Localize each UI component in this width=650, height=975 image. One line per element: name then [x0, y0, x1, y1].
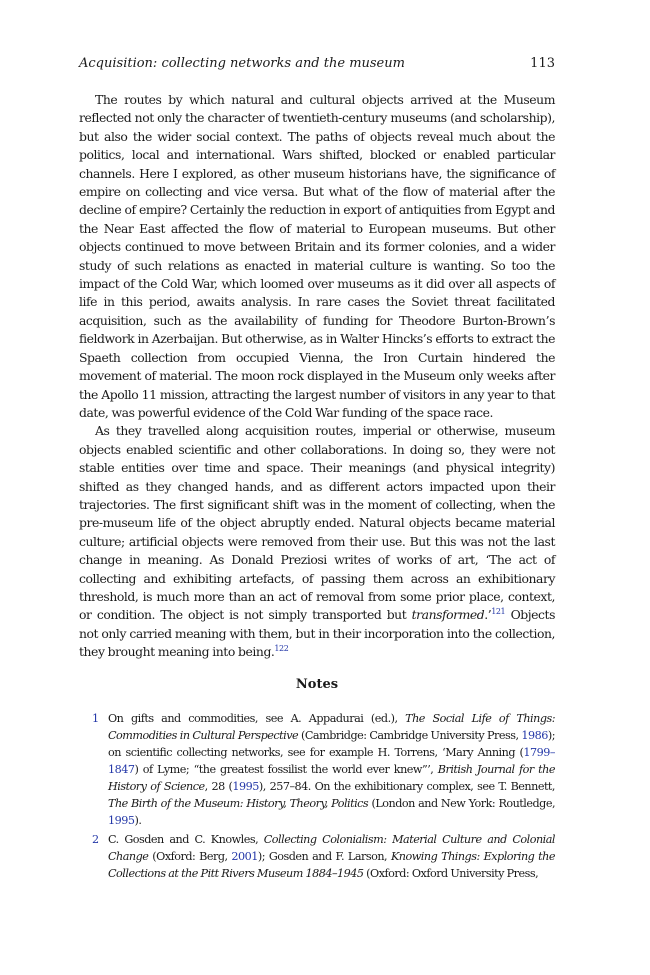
- note-title: Collecting Colonialism: Material Culture and Colonial Change: [108, 833, 555, 863]
- note-year-link[interactable]: 1995: [108, 814, 135, 827]
- note-text: , 28 (: [204, 780, 233, 793]
- note-1: [79, 710, 555, 829]
- note-text: ); Gosden and F. Larson,: [257, 850, 391, 863]
- note-title: The Birth of the Museum: History, Theory, Politics: [108, 797, 369, 810]
- note-text: On gifts and commodities, see A. Appadurai (ed.),: [108, 712, 406, 725]
- note-2: [79, 831, 555, 882]
- note-year-link[interactable]: 1799–1847: [108, 746, 555, 776]
- note-title: Knowing Things: Exploring the Collections at the Pitt Rivers Museum 1884–1945: [108, 850, 555, 880]
- running-head-title: Acquisition: collecting networks and the museum: [79, 56, 405, 71]
- note-text: C. Gosden and C. Knowles,: [108, 833, 264, 846]
- note-year-link[interactable]: 1995: [232, 780, 259, 793]
- note-year-link[interactable]: 1986: [521, 729, 548, 742]
- note-text: (London and New York: Routledge,: [368, 797, 555, 810]
- note-text: ); on scientific collecting networks, see for example H. Torrens, ‘Mary Anning (: [108, 729, 555, 759]
- note-text: (Cambridge: Cambridge University Press,: [298, 729, 522, 742]
- note-number[interactable]: 1: [92, 712, 99, 725]
- note-title: The Social Life of Things: Commodities in Cultural Perspective: [108, 712, 556, 742]
- paragraph-2-text-b: .’: [484, 607, 492, 623]
- paragraph-2: [79, 422, 555, 661]
- note-title: British Journal for the History of Science: [108, 763, 555, 793]
- emphasis-transformed: transformed: [411, 607, 485, 623]
- running-head: [79, 55, 555, 73]
- footnote-ref-122[interactable]: 122: [274, 644, 289, 654]
- paragraph-2-text-a: As they travelled along acquisition routes, imperial or otherwise, museum objects enabled scientific and other collaborations. In doing so, they were not stable entities over time and space. Their meanings (and physical integrity) shifted as they changed hands, and as different actors impacted upon their trajectories. The first significant shift was in the moment of collecting, when the pre-museum life of the object abruptly ended. Natural objects became material culture; artificial objects were removed from their use. But this was not the last change in meaning. As Donald Preziosi writes of works of art, ‘The act of collecting and exhibiting artefacts, of passing them across an exhibitionary threshold, is much more than an act of removal from some prior place, context, or condition. The object is not simply transported but: [79, 423, 555, 623]
- paragraph-1: The routes by which natural and cultural objects arrived at the Museum reflected not only the character of twentieth-century museums (and scholarship), but also the wider social context. The paths of objects reveal much about the politics, local and international. Wars shifted, blocked or enabled particular channels. Here I explored, as other museum historians have, the significance of empire on collecting and vice versa. But what of the flow of material after the decline of empire? Certainly the reduction in export of antiquities from Egypt and the Near East affected the flow of material to European museums. But other objects continued to move between Britain and its former colonies, and a wider study of such relations as enacted in material culture is wanting. So too the impact of the Cold War, which loomed over museums as it did over all aspects of life in this period, awaits analysis. In rare cases the Soviet threat facilitated acquisition, such as the availability of funding for Theodore Burton-Brown’s fieldwork in Azerbaijan. But otherwise, as in Walter Hincks’s efforts to extract the Spaeth collection from occupied Vienna, the Iron Curtain hindered the movement of material. The moon rock displayed in the Museum only weeks after the Apollo 11 mission, attracting the largest number of visitors in any year to that date, was powerful evidence of the Cold War funding of the space race.: [79, 92, 555, 420]
- note-number[interactable]: 2: [92, 833, 99, 846]
- body-text: [79, 91, 555, 662]
- note-text: (Oxford: Berg,: [148, 850, 232, 863]
- note-text: (Oxford: Oxford University Press,: [363, 867, 539, 880]
- page-number: 113: [530, 56, 555, 71]
- note-year-link[interactable]: 2001: [231, 850, 258, 863]
- notes-list: [79, 710, 555, 884]
- paragraph-2-text-c: Objects not only carried meaning with them, but in their incorporation into the collection, they brought meaning into being.: [79, 607, 555, 660]
- notes-heading: Notes: [295, 677, 339, 692]
- note-text: ) of Lyme; “the greatest fossilist the world ever knew”’,: [134, 763, 438, 776]
- note-text: ), 257–84. On the exhibitionary complex, see T. Bennett,: [258, 780, 555, 793]
- footnote-ref-121[interactable]: 121: [491, 607, 506, 617]
- note-text: ).: [134, 814, 142, 827]
